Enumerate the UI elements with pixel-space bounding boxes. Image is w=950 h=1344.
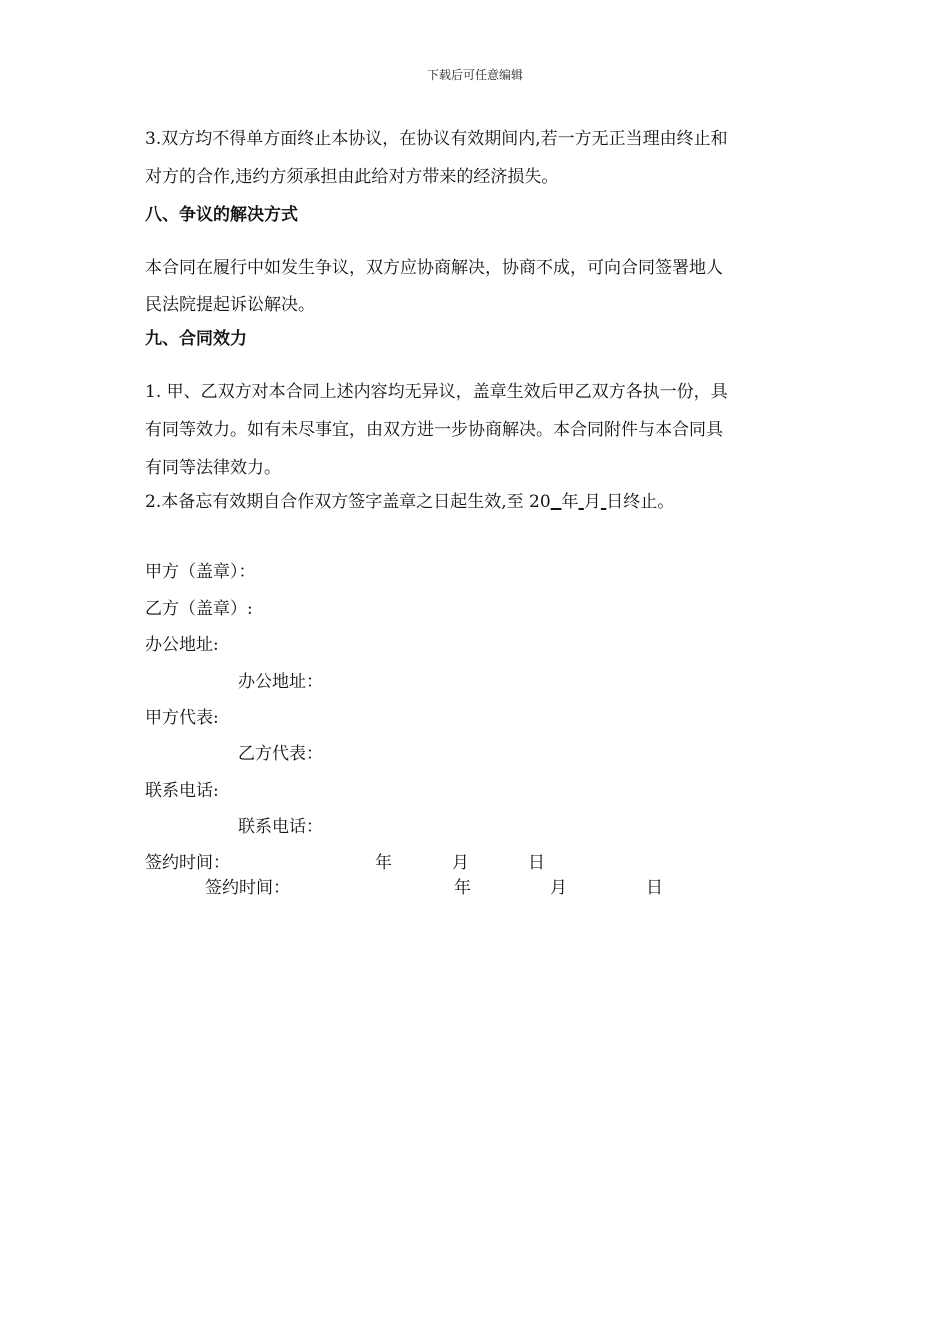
item-2-month: 月 [583,492,601,512]
item-2-year: 年 [561,492,579,512]
party-b-seal-label: 乙方（盖章）: [145,599,253,619]
party-a-day-label: 日 [528,853,545,873]
party-b-representative-label: 乙方代表： [238,744,323,764]
section-9-item-1-line-2: 有同等效力。如有未尽事宜，由双方进一步协商解决。本合同附件与本合同具 [145,420,723,440]
item-2-prefix: 2.本备忘有效期自合作双方签字盖章之日起生效,至 20 [145,492,551,512]
party-b-month-label: 月 [550,878,567,898]
party-a-phone-label: 联系电话: [145,781,219,801]
party-a-representative-label: 甲方代表: [145,708,219,728]
party-a-month-label: 月 [452,853,469,873]
section-8-line-1: 本合同在履行中如发生争议，双方应协商解决，协商不成，可向合同签署地人 [145,258,723,278]
section-9-item-1-line-3: 有同等法律效力。 [145,458,281,478]
party-b-day-label: 日 [646,878,663,898]
section-8-heading: 八、争议的解决方式 [145,205,298,225]
party-b-sign-time-label: 签约时间： [205,878,290,898]
party-a-year-label: 年 [375,853,392,873]
section-9-heading: 九、合同效力 [145,329,247,349]
clause-7-item-3-line-2: 对方的合作,违约方须承担由此给对方带来的经济损失。 [145,167,559,187]
section-9-item-2 [145,487,674,512]
party-b-year-label: 年 [454,878,471,898]
party-a-seal-label: 甲方（盖章）： [145,562,256,582]
page-header: 下载后可任意编辑 [426,68,523,82]
party-b-phone-label: 联系电话： [238,817,323,837]
party-a-sign-time-label: 签约时间： [145,853,230,873]
section-8-line-2: 民法院提起诉讼解决。 [145,295,315,315]
section-9-item-1-line-1: 1. 甲、乙双方对本合同上述内容均无异议，盖章生效后甲乙双方各执一份，具 [145,382,728,402]
party-a-office-address-label: 办公地址: [145,635,219,655]
clause-7-item-3-line-1: 3.双方均不得单方面终止本协议，在协议有效期间内,若一方无正当理由终止和 [145,129,728,149]
year-blank [551,492,562,512]
item-2-suffix: 日终止。 [606,492,675,512]
party-b-office-address-label: 办公地址： [238,672,323,692]
